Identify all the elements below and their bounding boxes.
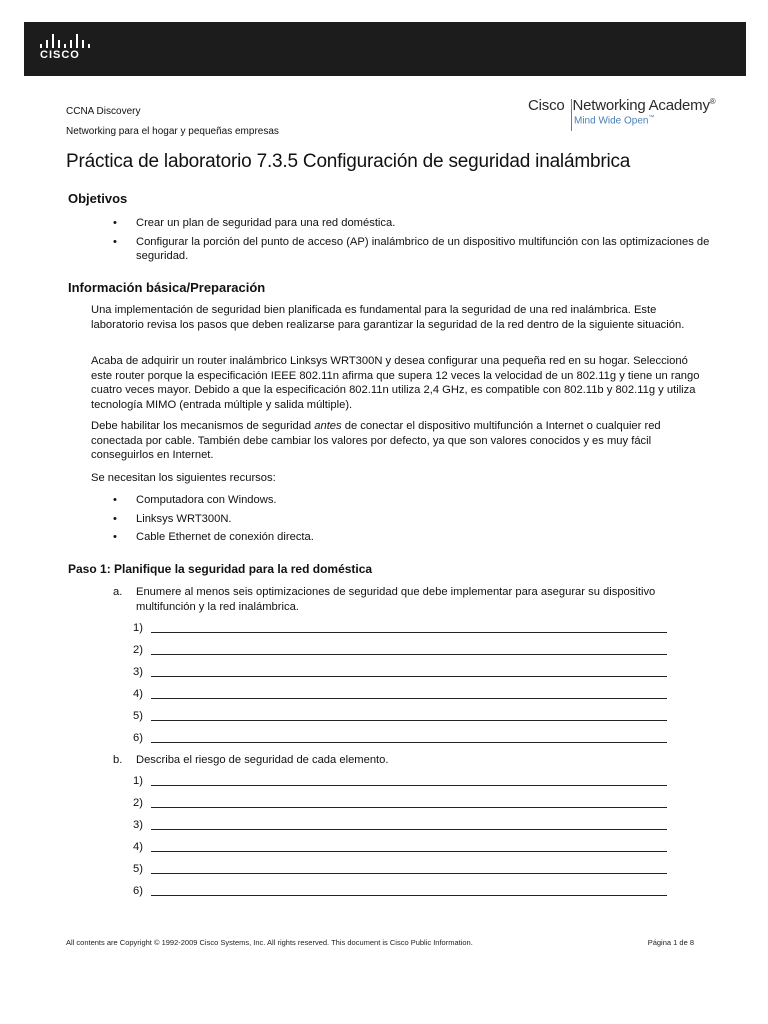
answer-blank[interactable] bbox=[151, 644, 667, 655]
step1-item-a: a. Enumere al menos seis optimizaciones de seguridad que debe implementar para asegurar su dispositivo multifunción y la red inalámbrica. bbox=[113, 586, 656, 613]
list-item: • Crear un plan de seguridad para una red doméstica. bbox=[113, 217, 396, 229]
list-item: • Configurar la porción del punto de acceso (AP) inalámbrico de un dispositivo multifunción con las optimizaciones de seguridad. bbox=[113, 235, 710, 263]
answer-blank[interactable] bbox=[151, 819, 667, 830]
answer-blank[interactable] bbox=[151, 732, 667, 743]
answer-blank[interactable] bbox=[151, 841, 667, 852]
brand-name: Cisco bbox=[528, 97, 565, 114]
emphasis-antes: antes bbox=[314, 420, 342, 432]
background-paragraph-4: Se necesitan los siguientes recursos: bbox=[91, 472, 276, 484]
brand-registered-mark: ® bbox=[709, 97, 716, 106]
background-heading: Información básica/Preparación bbox=[68, 280, 266, 295]
course-subtitle: Networking para el hogar y pequeñas empresas bbox=[66, 126, 279, 137]
cisco-logo bbox=[38, 34, 98, 66]
brand-tagline: Mind Wide Open bbox=[574, 115, 649, 127]
step1-heading: Paso 1: Planifique la seguridad para la red doméstica bbox=[68, 562, 373, 576]
answer-blank[interactable] bbox=[151, 710, 667, 721]
page-title: Práctica de laboratorio 7.3.5 Configuración de seguridad inalámbrica bbox=[66, 151, 631, 172]
answer-line: 1) bbox=[133, 622, 667, 634]
objectives-heading: Objetivos bbox=[68, 191, 128, 206]
background-paragraph-2: Acaba de adquirir un router inalámbrico Linksys WRT300N y desea configurar una pequeña red en su hogar. Seleccionó este router porque la especificación IEEE 802.11n afirma que supera 12 veces la velocidad de un 802.11g y tiene un rango cuatro veces mayor. Debido a que la especificación 802.11n utiliza 2,4 GHz, es compatible con 802.11b y 802.11g y utiliza tecnología MIMO (entrada múltiple y salida múltiple). bbox=[91, 355, 700, 411]
background-paragraph-3: Debe habilitar los mecanismos de seguridad antes de conectar el dispositivo multifunción a Internet o cualquier red conectada por cable. También debe cambiar los valores por defecto, ya que son valores conocidos y es muy fácil conseguirlos en Internet. bbox=[91, 420, 661, 462]
background-paragraph-1: Una implementación de seguridad bien planificada es fundamental para la seguridad de una red inalámbrica. Este laboratorio revisa los pasos que deben realizarse para garantizar la seguridad de la red dentro de la siguiente situación. bbox=[91, 304, 685, 331]
answer-line: 4) bbox=[133, 688, 667, 700]
document-header bbox=[66, 102, 279, 142]
answer-blank[interactable] bbox=[151, 666, 667, 677]
step1-item-b: b. Describa el riesgo de seguridad de cada elemento. bbox=[113, 754, 389, 766]
answer-line: 2) bbox=[133, 644, 667, 656]
answer-line: 3) bbox=[133, 819, 667, 831]
footer-page-number: Página 1 de 8 bbox=[647, 938, 694, 947]
answer-line: 1) bbox=[133, 775, 667, 787]
answer-line: 6) bbox=[133, 732, 667, 744]
course-name: CCNA Discovery bbox=[66, 106, 141, 117]
answer-line: 5) bbox=[133, 710, 667, 722]
networking-academy-brand bbox=[528, 97, 740, 126]
cisco-bars-icon bbox=[40, 34, 90, 48]
resources-list bbox=[113, 493, 713, 549]
answer-line: 3) bbox=[133, 666, 667, 678]
brand-suffix: Networking Academy bbox=[572, 97, 710, 114]
answer-line: 5) bbox=[133, 863, 667, 875]
answer-blank[interactable] bbox=[151, 885, 667, 896]
answer-line: 6) bbox=[133, 885, 667, 897]
list-item: • Computadora con Windows. bbox=[113, 494, 277, 506]
answer-blank[interactable] bbox=[151, 863, 667, 874]
footer-copyright: All contents are Copyright © 1992-2009 Cisco Systems, Inc. All rights reserved. This document is Cisco Public Information. bbox=[66, 938, 473, 947]
brand-divider bbox=[571, 99, 572, 131]
answer-blank[interactable] bbox=[151, 797, 667, 808]
list-item: • Cable Ethernet de conexión directa. bbox=[113, 531, 314, 544]
tagline-trademark: ™ bbox=[648, 115, 655, 121]
answer-line: 4) bbox=[133, 841, 667, 853]
answer-blank[interactable] bbox=[151, 775, 667, 786]
cisco-logo-text: CISCO bbox=[40, 49, 80, 61]
answer-blank[interactable] bbox=[151, 688, 667, 699]
answer-line: 2) bbox=[133, 797, 667, 809]
list-item: • Linksys WRT300N. bbox=[113, 512, 232, 525]
top-banner bbox=[24, 22, 746, 76]
answer-blank[interactable] bbox=[151, 622, 667, 633]
objectives-list bbox=[113, 216, 713, 268]
